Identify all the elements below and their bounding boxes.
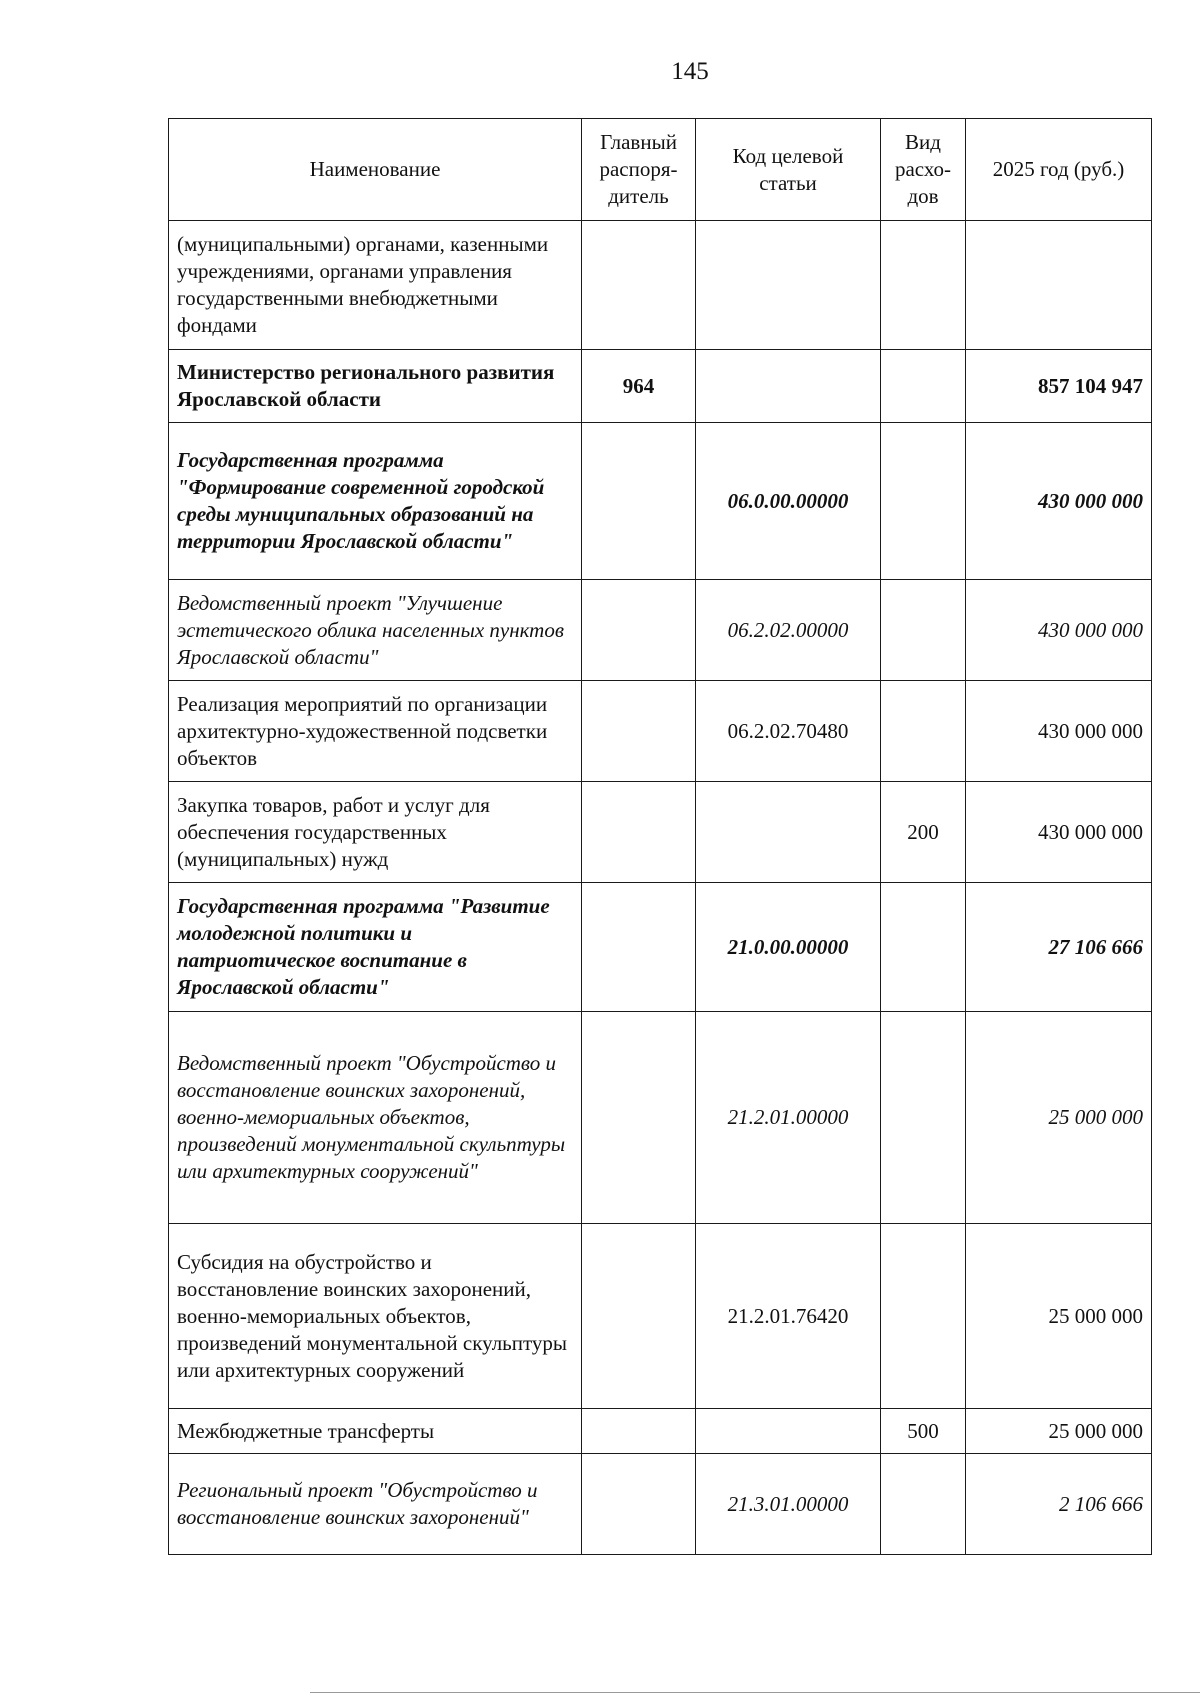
row-expense-type (881, 1454, 966, 1555)
table-row (169, 1012, 1152, 1224)
header-row (169, 119, 1152, 221)
row-name: Ведомственный проект "Обустройство и восстановление воинских захоронений, военно-мемориальных объектов, произведений монументальной скульптуры или архитектурных сооружений" (169, 1012, 582, 1224)
row-expense-type (881, 350, 966, 423)
row-manager: 964 (582, 350, 696, 423)
row-name: Государственная программа "Формирование современной городской среды муниципальных образований на территории Ярославской области" (169, 423, 582, 580)
row-amount: 430 000 000 (966, 782, 1152, 883)
table-row (169, 580, 1152, 681)
row-name: Ведомственный проект "Улучшение эстетического облика населенных пунктов Ярославской области" (169, 580, 582, 681)
row-amount: 430 000 000 (966, 580, 1152, 681)
row-code: 06.2.02.70480 (696, 681, 881, 782)
row-code: 06.0.00.00000 (696, 423, 881, 580)
row-code (696, 1409, 881, 1454)
table-row (169, 782, 1152, 883)
row-code: 06.2.02.00000 (696, 580, 881, 681)
row-manager (582, 782, 696, 883)
row-name: Министерство регионального развития Ярославской области (169, 350, 582, 423)
row-manager (582, 1224, 696, 1409)
row-code: 21.2.01.00000 (696, 1012, 881, 1224)
header-manager: Главный распоря-дитель (582, 119, 696, 221)
table-row (169, 681, 1152, 782)
table-row (169, 221, 1152, 350)
row-amount: 25 000 000 (966, 1012, 1152, 1224)
row-manager (582, 1409, 696, 1454)
row-code (696, 221, 881, 350)
row-amount: 25 000 000 (966, 1409, 1152, 1454)
scan-edge-line (310, 1692, 1200, 1693)
row-name: (муниципальными) органами, казенными учреждениями, органами управления государственными внебюджетными фондами (169, 221, 582, 350)
row-name: Субсидия на обустройство и восстановление воинских захоронений, военно-мемориальных объектов, произведений монументальной скульптуры или архитектурных сооружений (169, 1224, 582, 1409)
row-expense-type (881, 1224, 966, 1409)
row-name: Закупка товаров, работ и услуг для обеспечения государственных (муниципальных) нужд (169, 782, 582, 883)
row-manager (582, 221, 696, 350)
row-expense-type: 200 (881, 782, 966, 883)
row-manager (582, 1012, 696, 1224)
row-expense-type (881, 681, 966, 782)
row-code (696, 350, 881, 423)
header-name: Наименование (169, 119, 582, 221)
row-amount: 27 106 666 (966, 883, 1152, 1012)
row-name: Межбюджетные трансферты (169, 1409, 582, 1454)
table-row (169, 1454, 1152, 1555)
table-row (169, 1224, 1152, 1409)
row-code: 21.3.01.00000 (696, 1454, 881, 1555)
row-manager (582, 580, 696, 681)
row-expense-type (881, 221, 966, 350)
row-amount: 430 000 000 (966, 423, 1152, 580)
row-expense-type: 500 (881, 1409, 966, 1454)
row-expense-type (881, 883, 966, 1012)
row-manager (582, 681, 696, 782)
row-expense-type (881, 580, 966, 681)
row-manager (582, 423, 696, 580)
header-amount: 2025 год (руб.) (966, 119, 1152, 221)
row-amount: 430 000 000 (966, 681, 1152, 782)
row-name: Реализация мероприятий по организации архитектурно-художественной подсветки объектов (169, 681, 582, 782)
table-body (169, 221, 1152, 1555)
row-amount: 2 106 666 (966, 1454, 1152, 1555)
page-number: 145 (671, 58, 709, 85)
row-manager (582, 1454, 696, 1555)
row-amount: 25 000 000 (966, 1224, 1152, 1409)
row-name: Государственная программа "Развитие молодежной политики и патриотическое воспитание в Ярославской области" (169, 883, 582, 1012)
row-expense-type (881, 1012, 966, 1224)
table-row (169, 883, 1152, 1012)
row-code (696, 782, 881, 883)
row-manager (582, 883, 696, 1012)
table-header (169, 119, 1152, 221)
row-expense-type (881, 423, 966, 580)
table-row (169, 350, 1152, 423)
row-name: Региональный проект "Обустройство и восстановление воинских захоронений" (169, 1454, 582, 1555)
table-row (169, 1409, 1152, 1454)
row-code: 21.2.01.76420 (696, 1224, 881, 1409)
table-row (169, 423, 1152, 580)
row-amount (966, 221, 1152, 350)
header-expense-type: Вид расхо-дов (881, 119, 966, 221)
budget-table (168, 118, 1152, 1555)
header-code: Код целевой статьи (696, 119, 881, 221)
row-code: 21.0.00.00000 (696, 883, 881, 1012)
row-amount: 857 104 947 (966, 350, 1152, 423)
